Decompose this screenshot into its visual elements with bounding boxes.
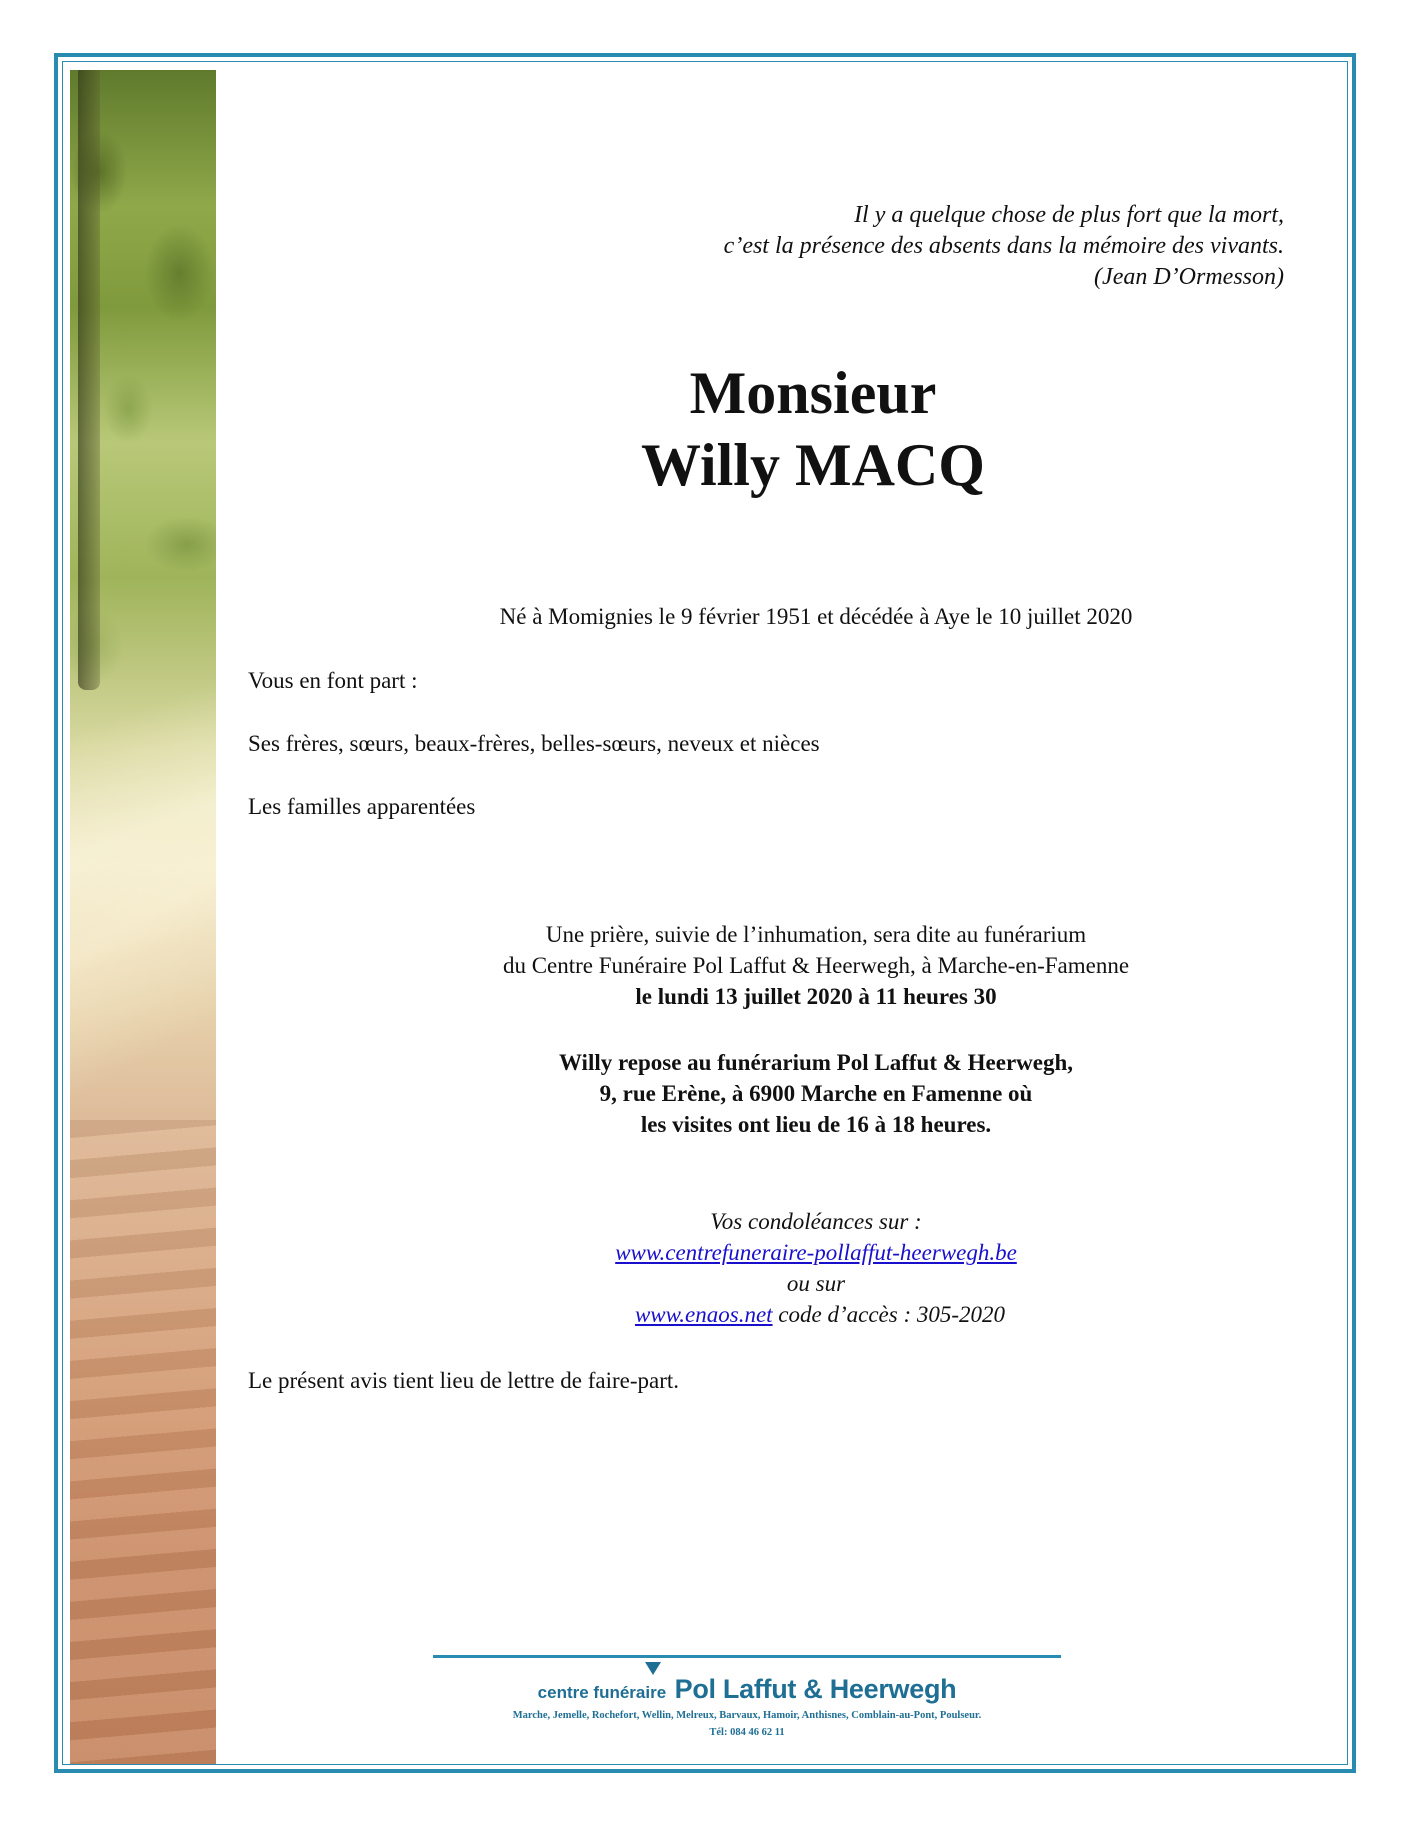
visitation-line-3: les visites ont lieu de 16 à 18 heures. — [640, 1112, 992, 1137]
footer-locations: Marche, Jemelle, Rochefort, Wellin, Melreux, Barvaux, Hamoir, Anthisnes, Comblain-au-Pont, Poulseur. — [512, 1710, 982, 1721]
page-border-inner — [62, 61, 1348, 1765]
memorial-quote — [724, 200, 1284, 293]
ceremony-line-1: Une prière, suivie de l’inhumation, sera dite au funérarium — [545, 922, 1087, 947]
ceremony-datetime: le lundi 13 juillet 2020 à 11 heures 30 — [635, 984, 997, 1009]
forest-path-photo — [70, 70, 216, 1764]
birth-death-line: Né à Momignies le 9 février 1951 et décédée à Aye le 10 juillet 2020 — [499, 604, 1133, 629]
deceased-name: Willy MACQ — [641, 432, 985, 498]
closing-note: Le présent avis tient lieu de lettre de faire-part. — [248, 1368, 680, 1393]
quote-line-2: c’est la présence des absents dans la mémoire des vivants. — [723, 233, 1284, 259]
announcers-intro: Vous en font part : — [248, 668, 418, 693]
condolences-block — [216, 1206, 1416, 1330]
announcers-family-2: Les familles apparentées — [248, 794, 476, 819]
deceased-title: Monsieur — [689, 360, 937, 426]
ceremony-line-2: du Centre Funéraire Pol Laffut & Heerwegh, à Marche-en-Famenne — [502, 953, 1130, 978]
footer-divider — [433, 1655, 1061, 1658]
footer-phone: Tél: 084 46 62 11 — [709, 1727, 785, 1738]
condolences-or: ou sur — [786, 1271, 846, 1296]
path-shadows-overlay — [70, 1120, 216, 1764]
quote-line-1: Il y a quelque chose de plus fort que la mort, — [854, 202, 1284, 228]
condolences-intro: Vos condoléances sur : — [710, 1209, 922, 1234]
ceremony-block — [216, 919, 1416, 1012]
visitation-block — [216, 1047, 1416, 1140]
access-code: code d’accès : 305-2020 — [778, 1302, 1006, 1327]
logo-subtitle: centre funéraire — [537, 1683, 667, 1702]
deceased-name-block — [213, 357, 1413, 501]
visitation-line-1: Willy repose au funérarium Pol Laffut & Heerwegh, — [558, 1050, 1074, 1075]
announcers-family-1: Ses frères, sœurs, beaux-frères, belles-sœurs, neveux et nièces — [248, 731, 820, 756]
logo-name: Pol Laffut & Heerwegh — [674, 1674, 957, 1704]
visitation-line-2: 9, rue Erène, à 6900 Marche en Famenne où — [599, 1081, 1033, 1106]
quote-author: (Jean D’Ormesson) — [1094, 264, 1284, 290]
condolences-link-1[interactable]: www.centrefuneraire-pollaffut-heerwegh.be — [615, 1240, 1017, 1265]
condolences-link-2[interactable]: www.enaos.net — [634, 1302, 773, 1327]
funeral-home-logo — [433, 1674, 1061, 1705]
